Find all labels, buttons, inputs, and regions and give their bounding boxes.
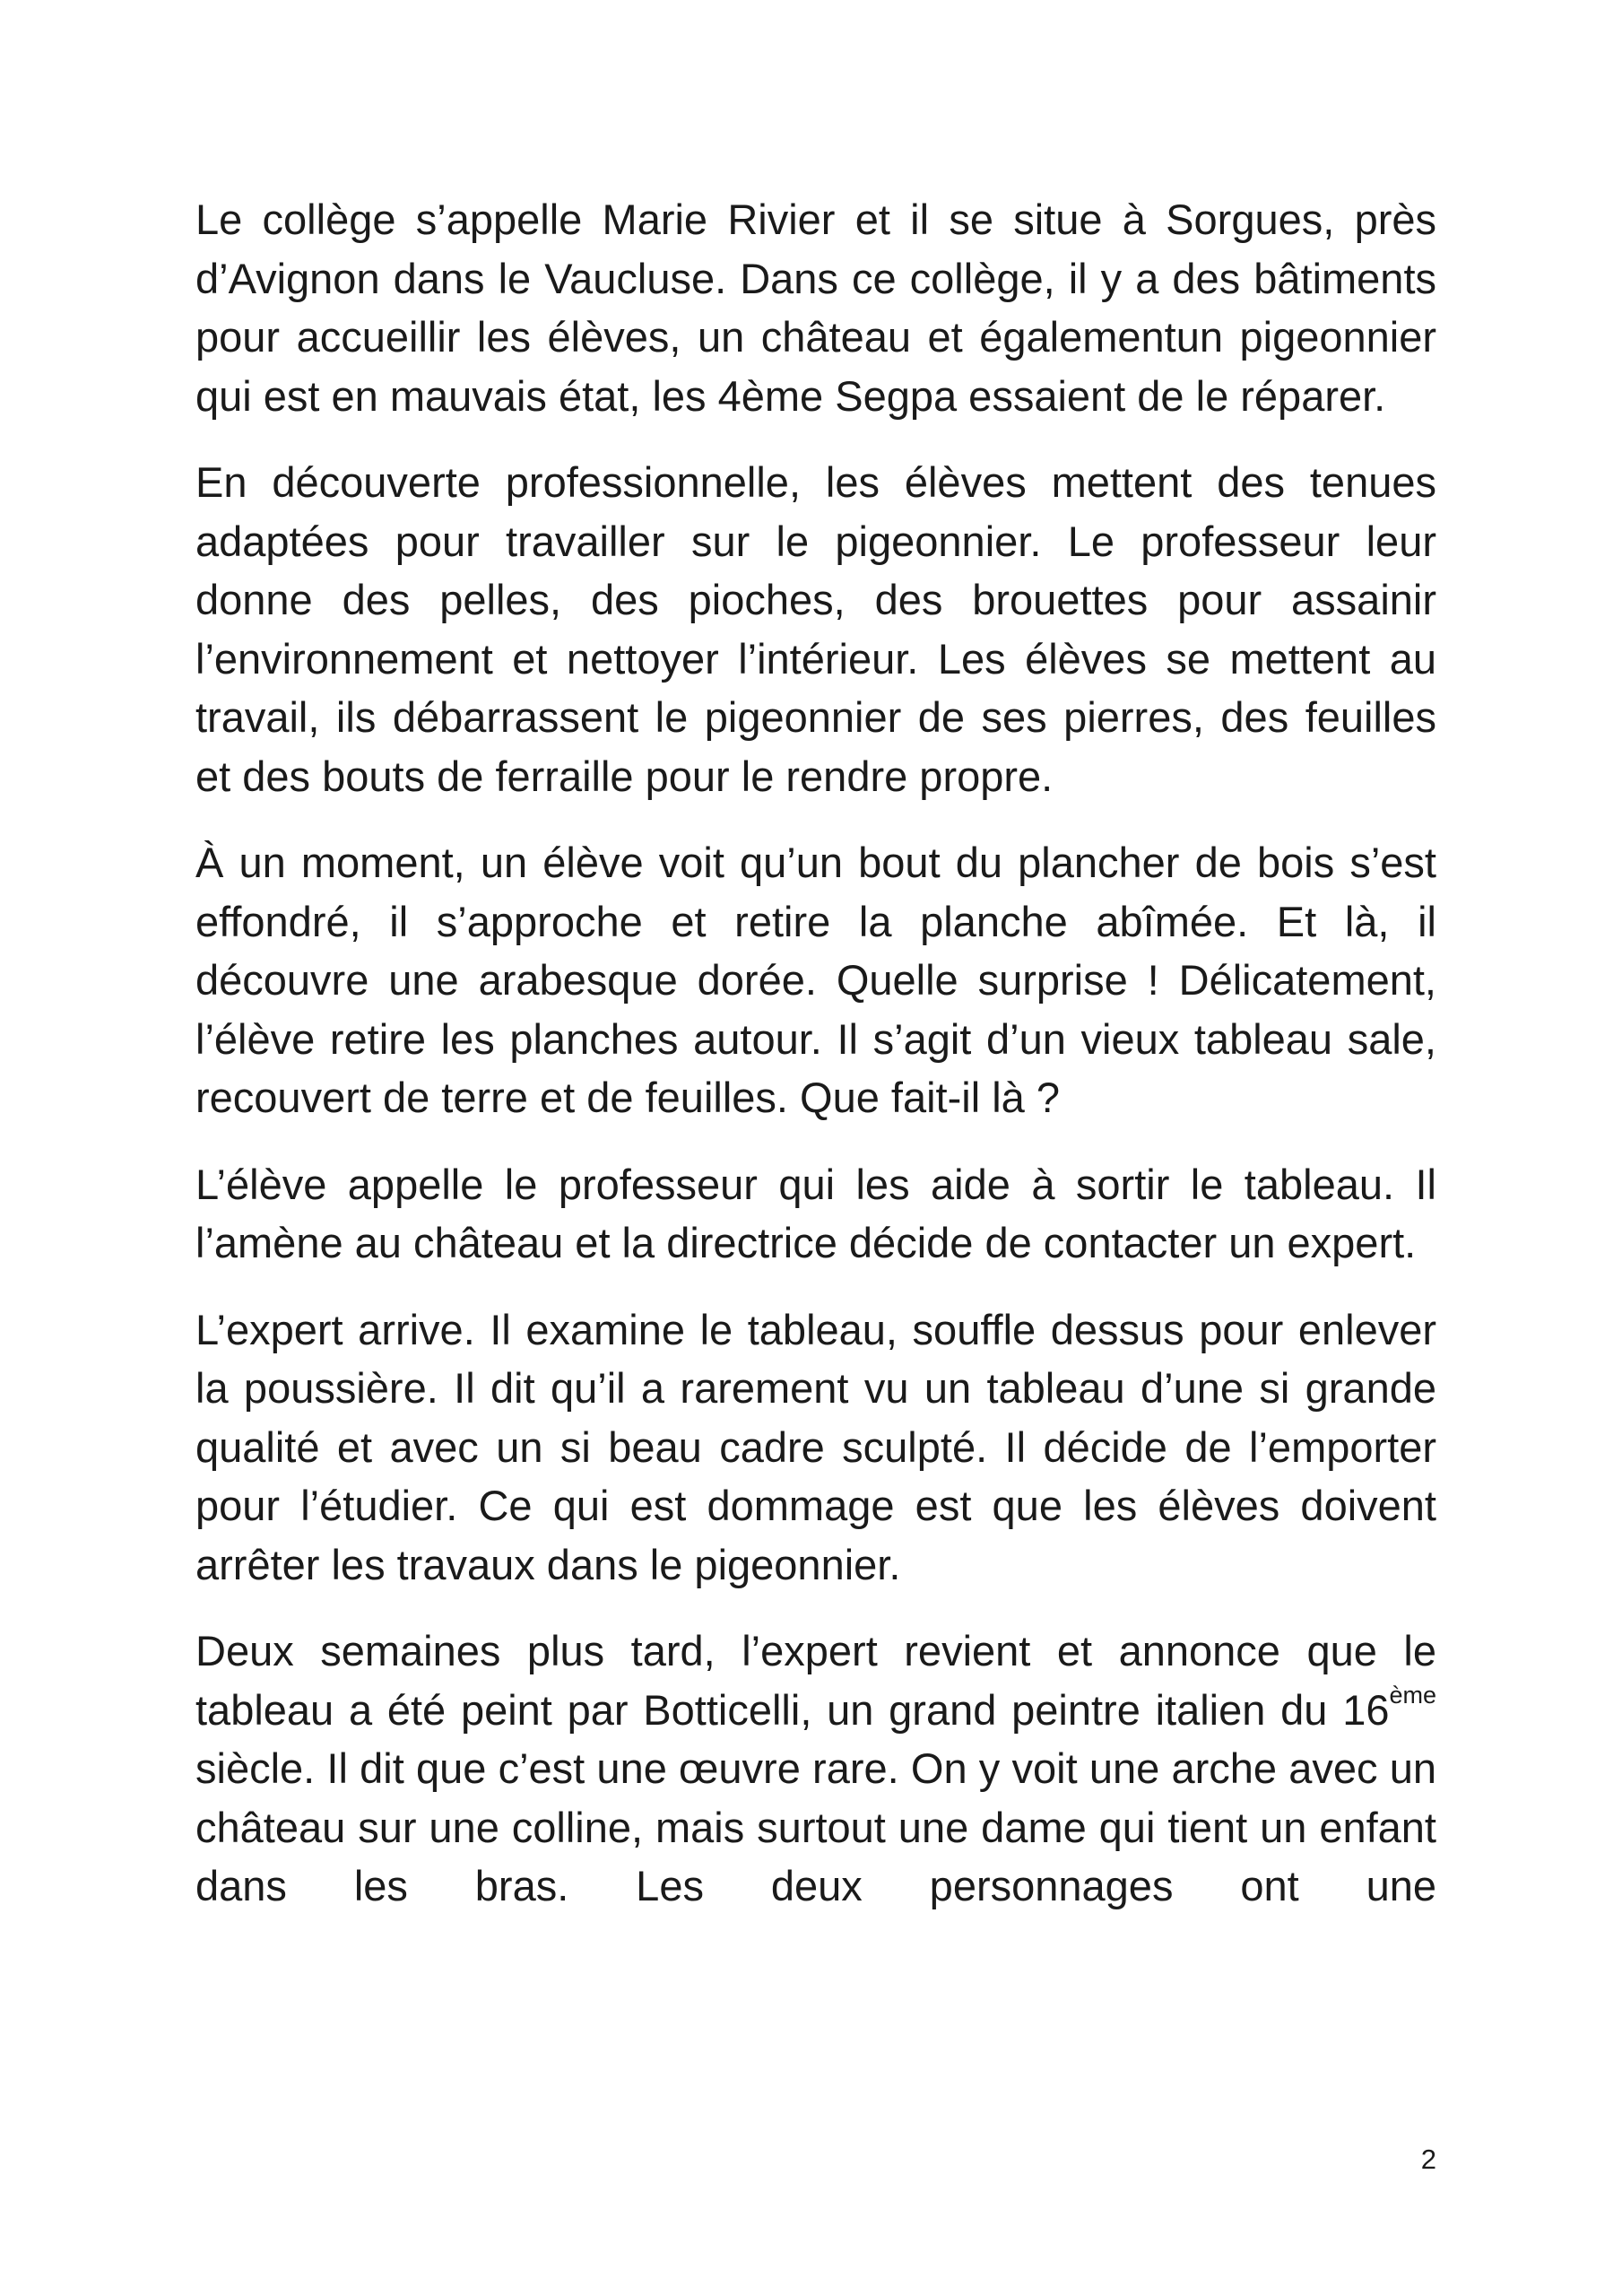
ordinal-superscript: ème: [1389, 1681, 1436, 1709]
page-number: 2: [1420, 2144, 1436, 2175]
paragraph-6-text-after: siècle. Il dit que c’est une œuvre rare. On y voit une arche avec un château sur une colline, mais surtout une dame qui tient un enfant dans les bras. Les deux personnages ont une: [195, 1744, 1436, 1909]
paragraph-6-text-before: Deux semaines plus tard, l’expert revient et annonce que le tableau a été peint par Botticelli, un grand peintre italien du 16: [195, 1627, 1436, 1734]
paragraph-5: L’expert arrive. Il examine le tableau, souffle dessus pour enlever la poussière. Il dit qu’il a rarement vu un tableau d’une si grande qualité et avec un si beau cadre sculpté. Il décide de l’emporter pour l’étudier. Ce qui est dommage est que les élèves doivent arrêter les travaux dans le pigeonnier.: [195, 1305, 1436, 1588]
paragraph-1: Le collège s’appelle Marie Rivier et il se situe à Sorgues, près d’Avignon dans le Vaucluse. Dans ce collège, il y a des bâtiments pour accueillir les élèves, un château et égalementun pigeonnier qui est en mauvais état, les 4ème Segpa essaient de le réparer.: [195, 196, 1436, 420]
paragraph-2: En découverte professionnelle, les élèves mettent des tenues adaptées pour travailler sur le pigeonnier. Le professeur leur donne des pelles, des pioches, des brouettes pour assainir l’environnement et nettoyer l’intérieur. Les élèves se mettent au travail, ils débarrassent le pigeonnier de ses pierres, des feuilles et des bouts de ferraille pour le rendre propre.: [195, 458, 1436, 800]
paragraph-3: À un moment, un élève voit qu’un bout du plancher de bois s’est effondré, il s’approche et retire la planche abîmée. Et là, il découvre une arabesque dorée. Quelle surprise ! Délicatement, l’élève retire les planches autour. Il s’agit d’un vieux tableau sale, recouvert de terre et de feuilles. Que fait-il là ?: [195, 839, 1436, 1121]
paragraph-6: [195, 1622, 1436, 1916]
paragraph-4: L’élève appelle le professeur qui les aide à sortir le tableau. Il l’amène au château et la directrice décide de contacter un expert.: [195, 1160, 1436, 1266]
body-text: [195, 190, 1436, 1944]
